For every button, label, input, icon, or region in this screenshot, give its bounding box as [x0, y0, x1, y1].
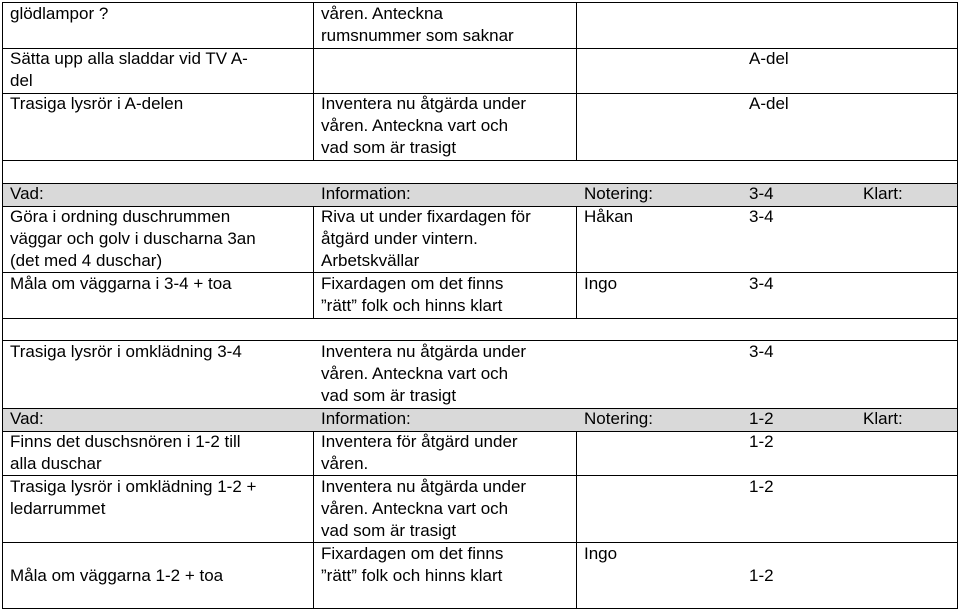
task-text: ledarrummet [10, 499, 106, 518]
note-text: Ingo [584, 544, 618, 563]
info-text: Fixardagen om det finns [321, 274, 504, 293]
info-text: Fixardagen om det finns [321, 544, 504, 563]
section-text: 3-4 [749, 207, 774, 226]
note-text: Håkan [584, 207, 634, 226]
column-divider [313, 2, 314, 160]
header-band-1-2 [2, 408, 958, 431]
task-text: glödlampor ? [10, 4, 109, 23]
row-divider [2, 318, 958, 319]
column-divider [576, 206, 577, 318]
info-text: våren. Anteckna [321, 4, 443, 23]
header-band-3-4 [2, 183, 958, 206]
section-text: 1-2 [749, 566, 774, 585]
info-text: våren. Anteckna vart och [321, 499, 509, 518]
info-text: åtgärd under vintern. [321, 229, 478, 248]
column-divider [576, 2, 577, 160]
task-text: Trasiga lysrör i omklädning 3-4 [10, 342, 242, 361]
section-text: 1-2 [749, 432, 774, 451]
header-vad: Vad: [10, 184, 44, 203]
info-text: våren. [321, 454, 369, 473]
column-divider [313, 206, 314, 318]
note-text: Ingo [584, 274, 618, 293]
info-text: vad som är trasigt [321, 386, 457, 405]
task-text: Göra i ordning duschrummen [10, 207, 231, 226]
info-text: Inventera nu åtgärda under [321, 342, 527, 361]
section-text: A-del [749, 49, 789, 68]
row-divider [2, 160, 958, 161]
task-text: (det med 4 duschar) [10, 251, 163, 270]
header-vad: Vad: [10, 409, 44, 428]
column-divider [313, 431, 314, 608]
header-klart: Klart: [863, 409, 903, 428]
task-text: Trasiga lysrör i omklädning 1-2 + [10, 477, 257, 496]
task-text: del [10, 71, 33, 90]
info-text: vad som är trasigt [321, 138, 457, 157]
header-klart: Klart: [863, 184, 903, 203]
info-text: Inventera nu åtgärda under [321, 477, 527, 496]
column-divider [957, 2, 958, 608]
row-divider [2, 183, 958, 184]
task-text: Måla om väggarna i 3-4 + toa [10, 274, 232, 293]
info-text: ”rätt” folk och hinns klart [321, 566, 503, 585]
info-text: vad som är trasigt [321, 521, 457, 540]
column-divider [576, 431, 577, 608]
info-text: Inventera för åtgärd under [321, 432, 518, 451]
row-divider [2, 608, 958, 609]
info-text: Inventera nu åtgärda under [321, 94, 527, 113]
section-text: A-del [749, 94, 789, 113]
task-text: alla duschar [10, 454, 102, 473]
header-information: Information: [321, 184, 411, 203]
header-section: 3-4 [749, 184, 774, 203]
task-text: Sätta upp alla sladdar vid TV A- [10, 49, 248, 68]
section-text: 1-2 [749, 477, 774, 496]
task-text: Trasiga lysrör i A-delen [10, 94, 184, 113]
task-text: Finns det duschsnören i 1-2 till [10, 432, 241, 451]
section-text: 3-4 [749, 274, 774, 293]
header-section: 1-2 [749, 409, 774, 428]
task-text: Måla om väggarna 1-2 + toa [10, 566, 224, 585]
row-divider [2, 2, 958, 3]
task-text: väggar och golv i duscharna 3an [10, 229, 256, 248]
info-text: våren. Anteckna vart och [321, 364, 509, 383]
header-notering: Notering: [584, 409, 653, 428]
info-text: rumsnummer som saknar [321, 26, 514, 45]
header-information: Information: [321, 409, 411, 428]
info-text: ”rätt” folk och hinns klart [321, 296, 503, 315]
column-divider [2, 2, 3, 608]
row-divider [2, 408, 958, 409]
info-text: Riva ut under fixardagen för [321, 207, 531, 226]
info-text: Arbetskvällar [321, 251, 420, 270]
info-text: våren. Anteckna vart och [321, 116, 509, 135]
header-notering: Notering: [584, 184, 653, 203]
section-text: 3-4 [749, 342, 774, 361]
